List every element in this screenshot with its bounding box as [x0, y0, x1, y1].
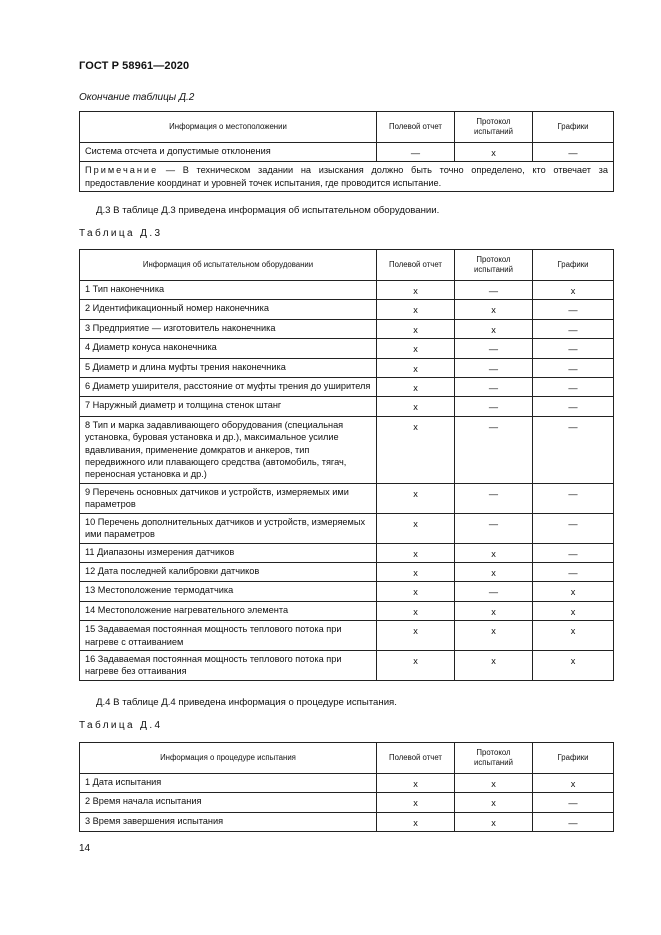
standard-designation: ГОСТ Р 58961—2020: [79, 60, 190, 72]
row-charts: x: [533, 650, 614, 680]
table-d3: [79, 249, 614, 681]
column-header-info: Информация о процедуре испытания: [80, 743, 377, 774]
column-header-field-report: Полевой отчет: [377, 743, 455, 774]
row-charts: —: [533, 143, 614, 162]
table-row: [80, 562, 614, 581]
row-charts: —: [533, 339, 614, 358]
row-info: 2 Идентификационный номер наконечника: [80, 300, 377, 319]
column-header-info: Информация о местоположении: [80, 112, 377, 143]
row-info: 11 Диапазоны измерения датчиков: [80, 543, 377, 562]
table-row: [80, 543, 614, 562]
row-protocol: x: [455, 621, 533, 651]
column-header-info: Информация об испытательном оборудовании: [80, 250, 377, 281]
row-protocol: x: [455, 562, 533, 581]
row-protocol: —: [455, 397, 533, 416]
table-d2-continuation-caption: Окончание таблицы Д.2: [79, 92, 195, 103]
row-info: 10 Перечень дополнительных датчиков и устройств, измеряемых ими параметров: [80, 513, 377, 543]
row-protocol: x: [455, 601, 533, 620]
row-field-report: x: [377, 397, 455, 416]
table-row: [80, 601, 614, 620]
column-header-charts: Графики: [533, 743, 614, 774]
row-info: 3 Время завершения испытания: [80, 812, 377, 831]
table-d4-body: [80, 774, 614, 832]
row-protocol: —: [455, 582, 533, 601]
row-charts: —: [533, 543, 614, 562]
table-row: [80, 319, 614, 338]
row-protocol: x: [455, 650, 533, 680]
row-info: 12 Дата последней калибровки датчиков: [80, 562, 377, 581]
table-row: [80, 483, 614, 513]
table-row: [80, 513, 614, 543]
row-field-report: x: [377, 378, 455, 397]
table-d2-end: [79, 111, 614, 192]
column-header-protocol: Протокол испытаний: [455, 112, 533, 143]
row-info: 14 Местоположение нагревательного элемента: [80, 601, 377, 620]
table-note: [80, 162, 614, 192]
row-field-report: x: [377, 601, 455, 620]
column-header-protocol: Протокол испытаний: [455, 250, 533, 281]
page-number: 14: [79, 843, 91, 854]
table-row: [80, 582, 614, 601]
row-charts: —: [533, 513, 614, 543]
row-charts: —: [533, 397, 614, 416]
table-row: [80, 650, 614, 680]
table-row: [80, 793, 614, 812]
row-protocol: x: [455, 543, 533, 562]
row-field-report: x: [377, 339, 455, 358]
table-d3-caption: Таблица Д.3: [79, 228, 163, 239]
table-d4: [79, 742, 614, 832]
row-charts: —: [533, 812, 614, 831]
row-info: Система отсчета и допустимые отклонения: [80, 143, 377, 162]
row-field-report: x: [377, 358, 455, 377]
row-info: 3 Предприятие — изготовитель наконечника: [80, 319, 377, 338]
row-protocol: —: [455, 339, 533, 358]
row-info: 5 Диаметр и длина муфты трения наконечника: [80, 358, 377, 377]
table-header-row: [80, 250, 614, 281]
row-field-report: x: [377, 650, 455, 680]
table-row: [80, 378, 614, 397]
row-protocol: —: [455, 281, 533, 300]
row-info: 13 Местоположение термодатчика: [80, 582, 377, 601]
row-charts: x: [533, 601, 614, 620]
column-header-charts: Графики: [533, 112, 614, 143]
row-field-report: x: [377, 483, 455, 513]
column-header-charts: Графики: [533, 250, 614, 281]
table-row: [80, 774, 614, 793]
table-row: [80, 300, 614, 319]
row-protocol: —: [455, 513, 533, 543]
row-field-report: x: [377, 562, 455, 581]
table-header-row: [80, 743, 614, 774]
table-row: [80, 281, 614, 300]
row-protocol: —: [455, 483, 533, 513]
row-charts: —: [533, 378, 614, 397]
paragraph-d4: Д.4 В таблице Д.4 приведена информация о процедуре испытания.: [96, 697, 397, 708]
row-info: 2 Время начала испытания: [80, 793, 377, 812]
row-charts: x: [533, 621, 614, 651]
row-charts: x: [533, 582, 614, 601]
column-header-field-report: Полевой отчет: [377, 250, 455, 281]
row-field-report: —: [377, 143, 455, 162]
row-info: 8 Тип и марка задавливающего оборудования (специальная установка, буровая установка и др.), максимальное усилие вдавливания, применение домкратов и анкеров, тип передвижного или плавающего средства (автомобиль, тягач, переносная установка и др.): [80, 416, 377, 483]
row-field-report: x: [377, 319, 455, 338]
row-charts: —: [533, 319, 614, 338]
row-info: 15 Задаваемая постоянная мощность теплового потока при нагреве с оттаиванием: [80, 621, 377, 651]
table-row: [80, 339, 614, 358]
row-info: 4 Диаметр конуса наконечника: [80, 339, 377, 358]
table-row: [80, 621, 614, 651]
table-d3-body: [80, 281, 614, 681]
row-field-report: x: [377, 513, 455, 543]
row-info: 7 Наружный диаметр и толщина стенок штанг: [80, 397, 377, 416]
row-field-report: x: [377, 621, 455, 651]
row-field-report: x: [377, 300, 455, 319]
row-protocol: x: [455, 774, 533, 793]
row-charts: —: [533, 300, 614, 319]
row-protocol: —: [455, 358, 533, 377]
row-protocol: x: [455, 812, 533, 831]
row-field-report: x: [377, 812, 455, 831]
row-charts: —: [533, 358, 614, 377]
table-row: [80, 812, 614, 831]
row-field-report: x: [377, 416, 455, 483]
table-d4-caption: Таблица Д.4: [79, 720, 163, 731]
row-charts: —: [533, 483, 614, 513]
row-info: 1 Тип наконечника: [80, 281, 377, 300]
row-info: 6 Диаметр уширителя, расстояние от муфты трения до уширителя: [80, 378, 377, 397]
row-field-report: x: [377, 582, 455, 601]
row-info: 1 Дата испытания: [80, 774, 377, 793]
table-header-row: [80, 112, 614, 143]
row-protocol: x: [455, 300, 533, 319]
row-charts: —: [533, 562, 614, 581]
row-protocol: —: [455, 416, 533, 483]
column-header-field-report: Полевой отчет: [377, 112, 455, 143]
row-charts: x: [533, 774, 614, 793]
row-field-report: x: [377, 793, 455, 812]
row-charts: —: [533, 793, 614, 812]
row-protocol: x: [455, 319, 533, 338]
paragraph-d3: Д.3 В таблице Д.3 приведена информация об испытательном оборудовании.: [96, 205, 440, 216]
note-label: Примечание: [85, 165, 159, 176]
table-row: [80, 143, 614, 162]
note-text: — В техническом задании на изыскания должно быть точно определено, кто отвечает за предоставление координат и уровней точек испытания, где проводится испытание.: [85, 165, 608, 188]
row-field-report: x: [377, 281, 455, 300]
row-charts: —: [533, 416, 614, 483]
table-row: [80, 358, 614, 377]
column-header-protocol: Протокол испытаний: [455, 743, 533, 774]
row-protocol: x: [455, 143, 533, 162]
table-row: [80, 397, 614, 416]
row-info: 9 Перечень основных датчиков и устройств, измеряемых ими параметров: [80, 483, 377, 513]
note-row: [80, 162, 614, 192]
row-info: 16 Задаваемая постоянная мощность теплового потока при нагреве без оттаивания: [80, 650, 377, 680]
row-field-report: x: [377, 543, 455, 562]
row-charts: x: [533, 281, 614, 300]
row-field-report: x: [377, 774, 455, 793]
table-row: [80, 416, 614, 483]
row-protocol: x: [455, 793, 533, 812]
row-protocol: —: [455, 378, 533, 397]
